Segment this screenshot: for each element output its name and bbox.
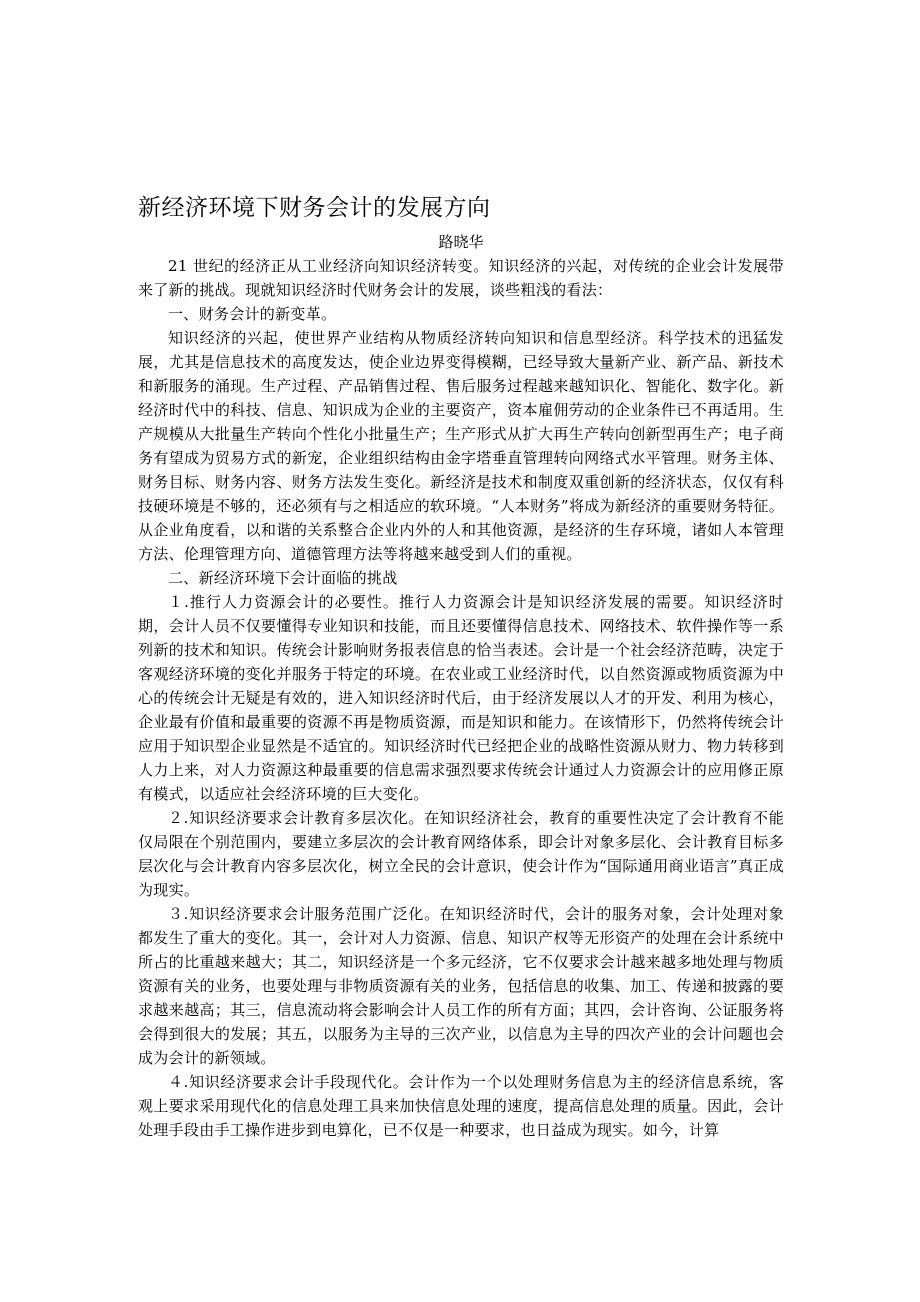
intro-paragraph: 21 世纪的经济正从工业经济向知识经济转变。知识经济的兴起，对传统的企业会计发展带来了新的挑战。现就知识经济时代财务会计的发展，谈些粗浅的看法： — [138, 257, 784, 299]
document-author: 路晓华 — [438, 233, 484, 251]
body-paragraph: ４.知识经济要求会计手段现代化。会计作为一个以处理财务信息为主的经济信息系统，客观上要求采用现代化的信息处理工具来加快信息处理的速度，提高信息处理的质量。因此，会计处理手段由手工操作进步到电算化，已不仅是一种要求，也日益成为现实。如今，计算 — [138, 1073, 784, 1139]
body-paragraph: ３.知识经济要求会计服务范围广泛化。在知识经济时代，会计的服务对象，会计处理对象都发生了重大的变化。其一，会计对人力资源、信息、知识产权等无形资产的处理在会计系统中所占的比重越来越大；其二，知识经济是一个多元经济，它不仅要求会计越来越多地处理与物质资源有关的业务，也要处理与非物质资源有关的业务，包括信息的收集、加工、传递和披露的要求越来越高；其三，信息流动将会影响会计人员工作的所有方面；其四，会计咨询、公证服务将会得到很大的发展；其五，以服务为主导的三次产业，以信息为主导的四次产业的会计问题也会成为会计的新领域。 — [138, 905, 784, 1067]
section-heading-2: 二、新经济环境下会计面临的挑战 — [168, 569, 398, 587]
body-paragraph: １.推行人力资源会计的必要性。推行人力资源会计是知识经济发展的需要。知识经济时期，会计人员不仅要懂得专业知识和技能，而且还要懂得信息技术、网络技术、软件操作等一系列新的技术和知识。传统会计影响财务报表信息的恰当表述。会计是一个社会经济范畴，决定于客观经济环境的变化并服务于特定的环境。在农业或工业经济时代，以自然资源或物质资源为中心的传统会计无疑是有效的，进入知识经济时代后，由于经济发展以人才的开发、利用为核心，企业最有价值和最重要的资源不再是物质资源，而是知识和能力。在该情形下，仍然将传统会计应用于知识型企业显然是不适宜的。知识经济时代已经把企业的战略性资源从财力、物力转移到人力上来，对人力资源这种最重要的信息需求强烈要求传统会计通过人力资源会计的应用修正原有模式，以适应社会经济环境的巨大变化。 — [138, 593, 784, 803]
section-heading-1: 一、财务会计的新变革。 — [168, 305, 337, 323]
body-paragraph: 知识经济的兴起，使世界产业结构从物质经济转向知识和信息型经济。科学技术的迅猛发展，尤其是信息技术的高度发达，使企业边界变得模糊，已经导致大量新产业、新产品、新技术和新服务的涌现。生产过程、产品销售过程、售后服务过程越来越知识化、智能化、数字化。新经济时代中的科技、信息、知识成为企业的主要资产，资本雇佣劳动的企业条件已不再适用。生产规模从大批量生产转向个性化小批量生产；生产形式从扩大再生产转向创新型再生产；电子商务有望成为贸易方式的新宠，企业组织结构由金字塔垂直管理转向网络式水平管理。财务主体、财务目标、财务内容、财务方法发生变化。新经济是技术和制度双重创新的经济状态，仅仅有科技硬环境是不够的，还必须有与之相适应的软环境。“人本财务”将成为新经济的重要财务特征。从企业角度看，以和谐的关系整合企业内外的人和其他资源，是经济的生存环境，诸如人本管理方法、伦理管理方向、道德管理方法等将越来越受到人们的重视。 — [138, 329, 784, 563]
document-page — [138, 192, 784, 1142]
document-title: 新经济环境下财务会计的发展方向 — [138, 195, 491, 221]
body-paragraph: ２.知识经济要求会计教育多层次化。在知识经济社会，教育的重要性决定了会计教育不能仅局限在个别范围内，要建立多层次的会计教育网络体系，即会计对象多层化、会计教育目标多层次化与会计教育内容多层次化，树立全民的会计意识，使会计作为“国际通用商业语言”真正成为现实。 — [138, 809, 784, 899]
